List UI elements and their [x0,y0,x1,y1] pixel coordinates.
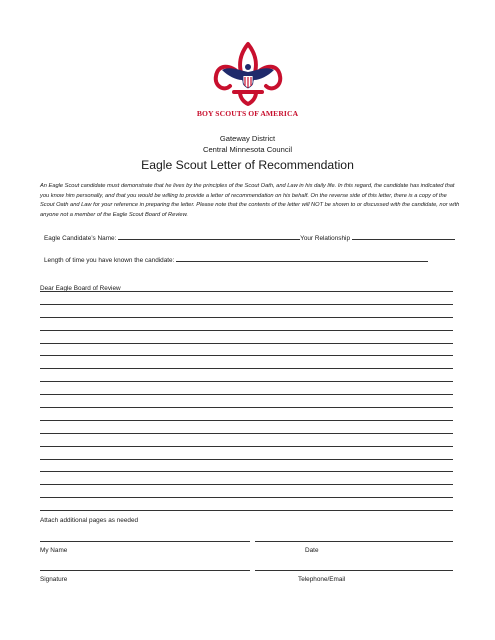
time-known-field[interactable] [176,256,428,262]
candidate-name-label: Eagle Candidate’s Name: [44,235,117,242]
council-name: Central Minnesota Council [202,145,293,154]
time-known-row [44,256,428,264]
relationship-label: Your Relationship [300,235,350,242]
letter-line[interactable] [40,330,453,331]
signature-field[interactable] [40,570,250,571]
date-label: Date [305,547,319,554]
letter-lines[interactable] [40,291,453,523]
salutation: Dear Eagle Board of Review [40,285,121,292]
letter-line[interactable] [40,368,453,369]
district-name: Gateway District [219,134,276,143]
relationship-field[interactable] [352,234,455,240]
letter-line[interactable] [40,420,453,421]
letter-line[interactable] [40,381,453,382]
my-name-label: My Name [40,547,68,554]
letter-line[interactable] [40,291,453,292]
document-title: Eagle Scout Letter of Recommendation [141,158,354,172]
letter-line[interactable] [40,459,453,460]
candidate-name-field[interactable] [118,234,300,240]
time-known-label: Length of time you have known the candidate: [44,257,175,264]
letter-line[interactable] [40,446,453,447]
telephone-email-label: Telephone/Email [298,576,346,583]
letter-line[interactable] [40,304,453,305]
date-field[interactable] [255,541,453,542]
intro-paragraph: An Eagle Scout candidate must demonstrate that he lives by the principles of the Scout Oath, and Law in his daily life. In this regard, the candidate has indicated that you know him personally, and that you would be willing to provide a letter of recommendation on his behalf. On the reverse side of this letter, there is a copy of the Scout Oath and Law for your reference in preparing the letter. Please note that the contents of the letter will NOT be shown to or discussed with the candidate, nor with anyone not a member of the Eagle Scout Board of Review. [40,183,460,218]
candidate-name-row [44,234,455,242]
my-name-field[interactable] [40,541,250,542]
bsa-fleur-de-lis-logo-icon [210,40,286,108]
letter-line[interactable] [40,510,453,511]
letter-line[interactable] [40,433,453,434]
letter-line[interactable] [40,497,453,498]
letter-line[interactable] [40,407,453,408]
letter-line[interactable] [40,343,453,344]
signature-label: Signature [40,576,68,583]
letter-line[interactable] [40,355,453,356]
attach-note: Attach additional pages as needed [40,517,139,524]
letter-line[interactable] [40,484,453,485]
letter-line[interactable] [40,394,453,395]
telephone-email-field[interactable] [255,570,453,571]
letter-line[interactable] [40,471,453,472]
letter-line[interactable] [40,317,453,318]
organization-name: BOY SCOUTS OF AMERICA [196,109,299,118]
